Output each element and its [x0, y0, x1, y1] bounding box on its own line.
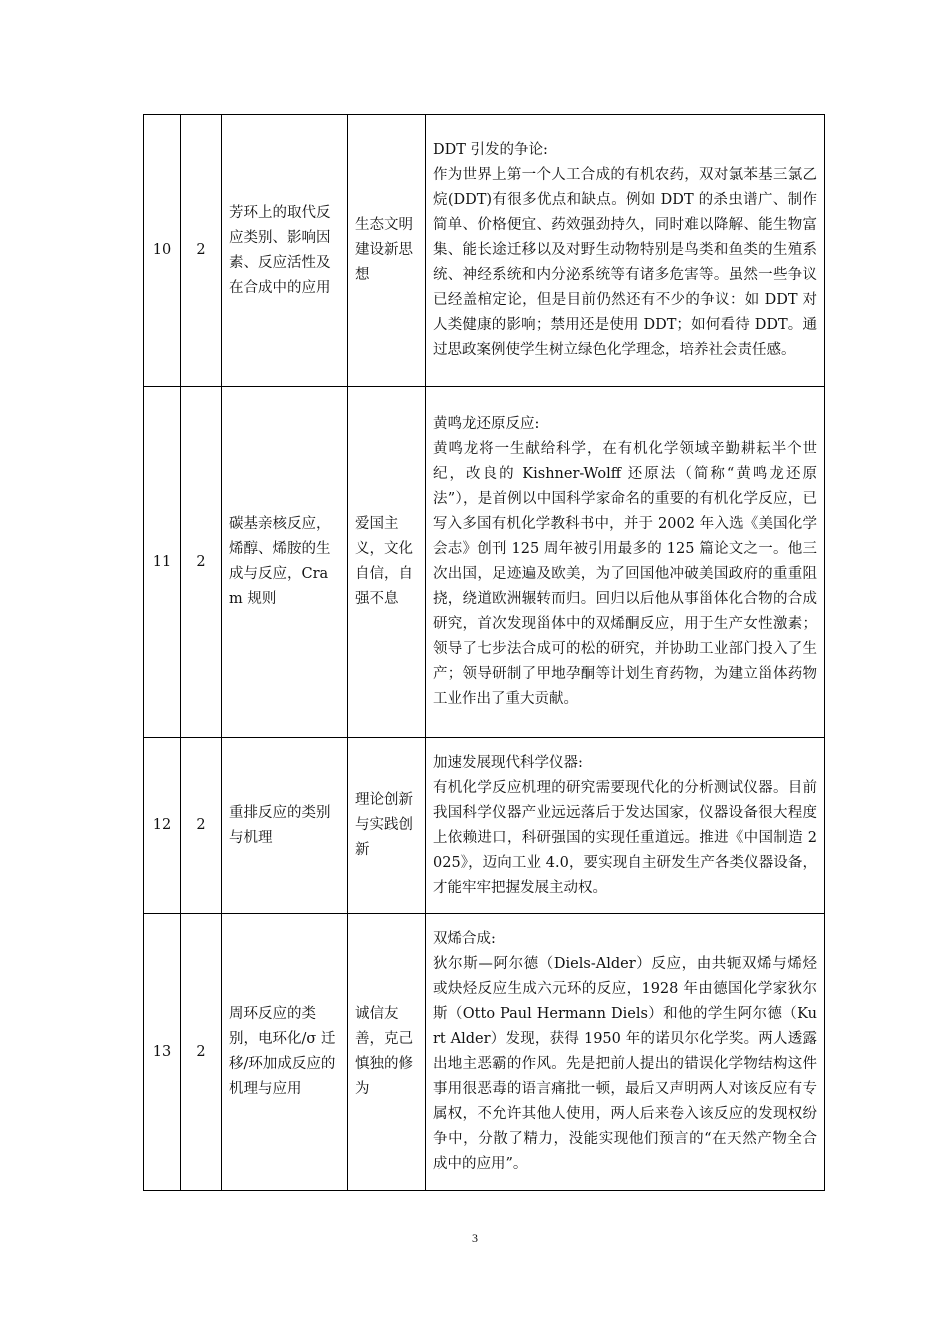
case-body: 黄鸣龙将一生献给科学，在有机化学领域辛勤耕耘半个世纪，改良的 Kishner-Wolff 还原法（简称“黄鸣龙还原法”），是首例以中国科学家命名的重要的有机化学反应，已写入多国有机化学教科书中，并于 2002 年入选《美国化学会志》创刊 125 周年被引用最多的 125 篇论文之一。他三次出国，足迹遍及欧美，为了回国他冲破美国政府的重重阻挠，绕道欧洲辗转而归。回归以后他从事甾体化合物的合成研究，首次发现甾体中的双烯酮反应，用于生产女性激素；领导了七步法合成可的松的研究，并协助工业部门投入了生产；领导研制了甲地孕酮等计划生育药物，为建立甾体药物工业作出了重大贡献。 — [433, 441, 817, 707]
page-number: 3 — [472, 1231, 478, 1245]
lesson-number-cell: 10 — [144, 115, 181, 387]
case-title: 双烯合成: — [433, 931, 496, 947]
ideology-cell: 诚信友善，克己慎独的修为 — [348, 914, 426, 1191]
table-row — [144, 914, 825, 1191]
lesson-number-cell: 13 — [144, 914, 181, 1191]
hours-cell: 2 — [181, 387, 222, 738]
case-cell — [426, 738, 825, 914]
topic-cell: 碳基亲核反应，烯醇、烯胺的生成与反应，Cram 规则 — [222, 387, 348, 738]
case-title: 加速发展现代科学仪器: — [433, 754, 583, 771]
case-cell — [426, 115, 825, 387]
topic-cell: 重排反应的类别与机理 — [222, 738, 348, 914]
syllabus-table — [143, 114, 825, 1191]
hours-cell: 2 — [181, 914, 222, 1191]
table-row — [144, 115, 825, 387]
hours-cell: 2 — [181, 115, 222, 387]
case-title: 黄鸣龙还原反应: — [433, 416, 540, 432]
lesson-number-cell: 11 — [144, 387, 181, 738]
topic-cell: 芳环上的取代反应类别、影响因素、反应活性及在合成中的应用 — [222, 115, 348, 387]
ideology-cell: 生态文明建设新思想 — [348, 115, 426, 387]
case-cell — [426, 914, 825, 1191]
topic-cell: 周环反应的类别，电环化/σ 迁移/环加成反应的机理与应用 — [222, 914, 348, 1191]
ideology-cell: 理论创新与实践创新 — [348, 738, 426, 914]
ideology-cell: 爱国主义，文化自信，自强不息 — [348, 387, 426, 738]
hours-cell: 2 — [181, 738, 222, 914]
case-title: DDT 引发的争论: — [433, 142, 548, 158]
case-cell — [426, 387, 825, 738]
case-body: 有机化学反应机理的研究需要现代化的分析测试仪器。目前我国科学仪器产业远远落后于发达国家，仪器设备很大程度上依赖进口，科研强国的实现任重道远。推进《中国制造 2025》，迈向工业 4.0，要实现自主研发生产各类仪器设备，才能牢牢把握发展主动权。 — [433, 779, 817, 896]
lesson-number-cell: 12 — [144, 738, 181, 914]
case-body: 狄尔斯—阿尔德（Diels-Alder）反应，由共轭双烯与烯烃或炔烃反应生成六元环的反应，1928 年由德国化学家狄尔斯（Otto Paul Hermann Diels）和他的学生阿尔德（Kurt Alder）发现，获得 1950 年的诺贝尔化学奖。两人透露出地主恶霸的作风。先是把前人提出的错误化学物结构这件事用很恶毒的语言痛批一顿，最后又声明两人对该反应有专属权，不允许其他人使用，两人后来卷入该反应的发现权纷争中，分散了精力，没能实现他们预言的“在天然产物全合成中的应用”。 — [433, 956, 817, 1172]
table-row — [144, 387, 825, 738]
case-body: 作为世界上第一个人工合成的有机农药，双对氯苯基三氯乙烷(DDT)有很多优点和缺点。例如 DDT 的杀虫谱广、制作简单、价格便宜、药效强劲持久，同时难以降解、能生物富集、能长途迁移以及对野生动物特别是鸟类和鱼类的生殖系统、神经系统和内分泌系统等有诸多危害等。虽然一些争议已经盖棺定论，但是目前仍然还有不少的争议：如 DDT 对人类健康的影响；禁用还是使用 DDT；如何看待 DDT。通过思政案例使学生树立绿色化学理念，培养社会责任感。 — [433, 167, 817, 358]
table-row — [144, 738, 825, 914]
